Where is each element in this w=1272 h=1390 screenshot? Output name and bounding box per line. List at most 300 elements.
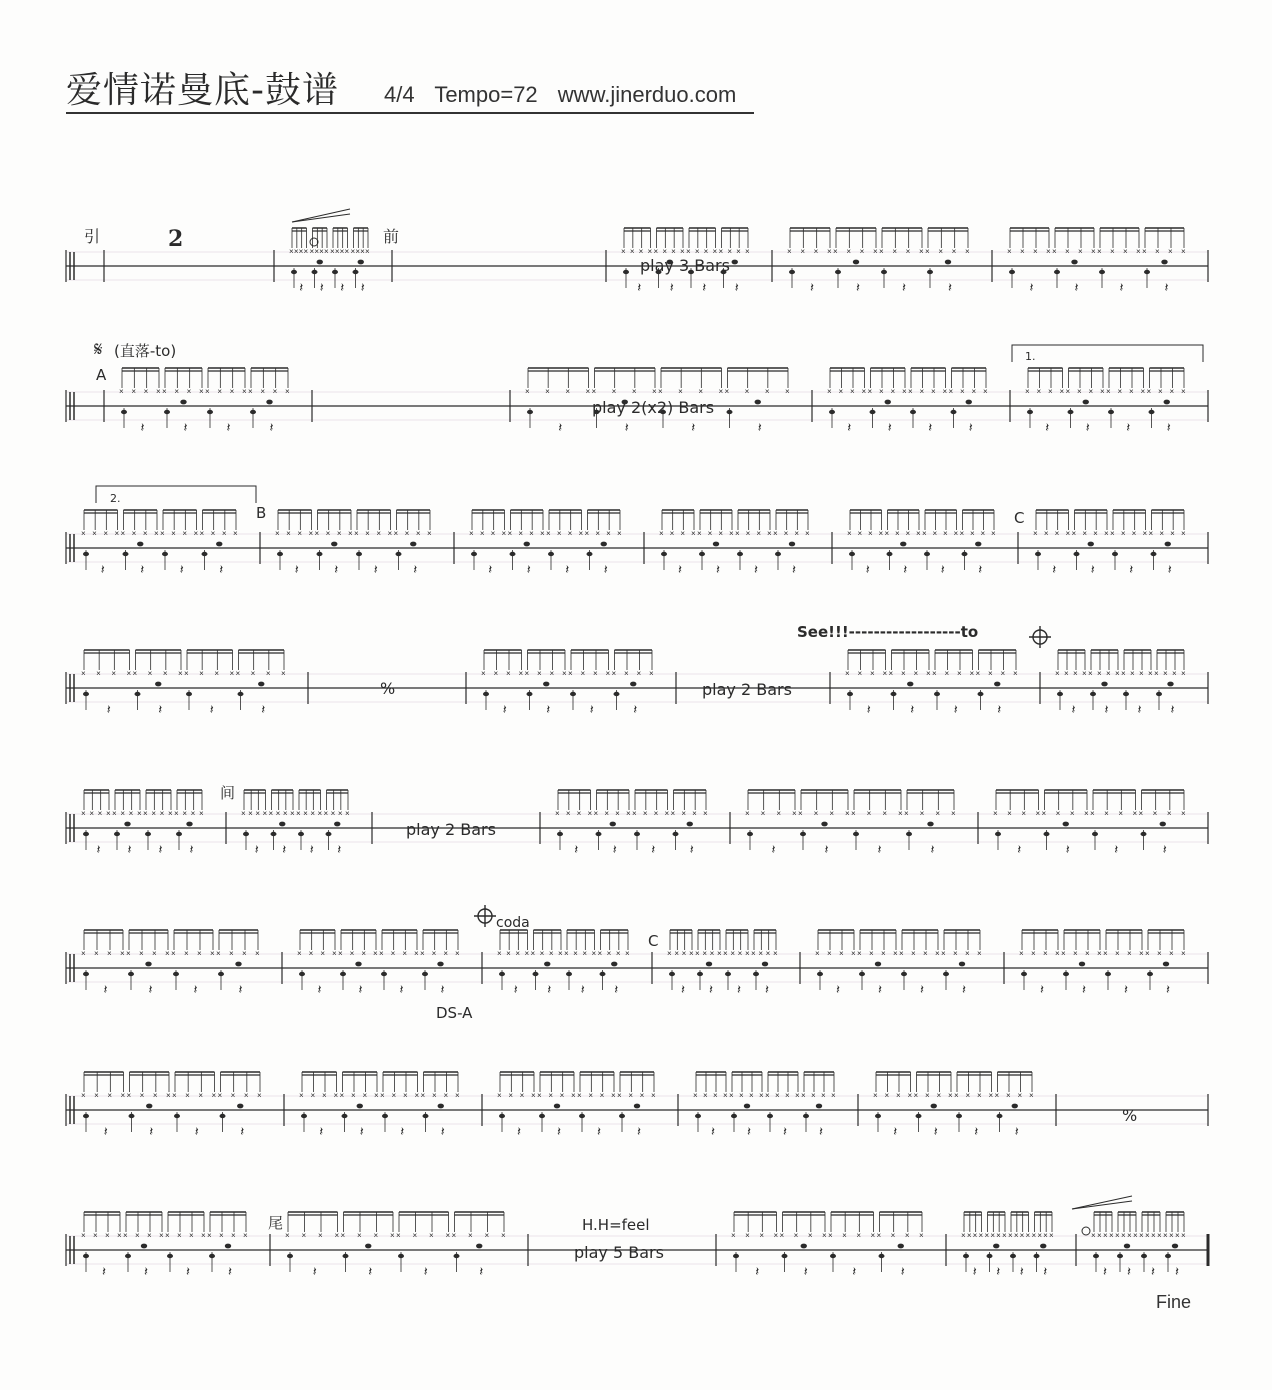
- hihat-note: ×: [902, 387, 907, 396]
- hihat-note: ×: [546, 529, 551, 538]
- hihat-note: ×: [1043, 1231, 1048, 1240]
- snare-note: [317, 260, 323, 265]
- hihat-note: ×: [166, 1091, 171, 1100]
- rest-mark: 𝄽: [1129, 563, 1134, 578]
- hihat-note: ×: [1029, 1091, 1034, 1100]
- rest-mark: 𝄽: [312, 1265, 317, 1280]
- hihat-note: ×: [199, 529, 205, 538]
- kick-note: [1123, 692, 1129, 696]
- kick-note: [916, 1114, 922, 1118]
- hihat-note: ×: [529, 529, 534, 538]
- kick-note: [803, 1114, 809, 1118]
- rest-mark: 𝄽: [479, 1265, 484, 1280]
- kick-note: [891, 692, 897, 696]
- hihat-note: ×: [724, 387, 730, 396]
- hihat-note: ×: [972, 1231, 978, 1240]
- hihat-note: ×: [390, 949, 396, 958]
- hihat-note: ×: [242, 387, 247, 396]
- rest-mark: 𝄽: [526, 563, 531, 578]
- play-bars-4: play 2 Bars: [406, 820, 496, 839]
- hihat-note: ×: [869, 949, 874, 958]
- hihat-note: ×: [847, 529, 852, 538]
- hihat-note: ×: [1110, 529, 1115, 538]
- rest-mark: 𝄽: [1052, 563, 1057, 578]
- rest-mark: 𝄽: [254, 843, 259, 858]
- hihat-note: ×: [1054, 529, 1060, 538]
- hihat-note: ×: [970, 529, 975, 538]
- kick-note: [301, 1114, 307, 1118]
- hihat-note: ×: [451, 1231, 457, 1240]
- rest-mark: 𝄽: [238, 983, 243, 998]
- hihat-note: ×: [591, 949, 597, 958]
- hihat-note: ×: [376, 529, 382, 538]
- hihat-note: ×: [942, 387, 948, 396]
- snare-note: [438, 1104, 444, 1109]
- hihat-note: ×: [1031, 949, 1036, 958]
- hihat-note: ×: [652, 387, 657, 396]
- kick-note: [987, 1254, 993, 1258]
- hihat-note: ×: [1123, 247, 1128, 256]
- hihat-note: ×: [953, 949, 958, 958]
- hihat-note: ×: [681, 809, 687, 818]
- hihat-note: ×: [131, 387, 137, 396]
- hihat-note: ×: [111, 669, 117, 678]
- kick-note: [423, 1114, 429, 1118]
- hihat-note: ×: [357, 1231, 362, 1240]
- hihat-note: ×: [1104, 809, 1109, 818]
- hihat-note: ×: [525, 387, 530, 396]
- hihat-note: ×: [879, 387, 884, 396]
- rest-mark: 𝄽: [1162, 843, 1167, 858]
- kick-note: [83, 832, 89, 836]
- hihat-note: ×: [289, 247, 294, 256]
- kick-note: [381, 972, 387, 976]
- hihat-note: ×: [730, 949, 736, 958]
- kick-note: [1099, 270, 1105, 274]
- snare-note: [610, 822, 616, 827]
- rest-mark: 𝄽: [144, 1265, 148, 1280]
- hihat-note: ×: [604, 809, 610, 818]
- hihat-note: ×: [615, 949, 621, 958]
- hihat-note: ×: [317, 809, 323, 818]
- hihat-note: ×: [1181, 1231, 1186, 1240]
- rest-mark: 𝄽: [488, 563, 493, 578]
- hihat-note: ×: [961, 1231, 966, 1240]
- hihat-note: ×: [298, 247, 304, 256]
- hihat-note: ×: [944, 669, 950, 678]
- hihat-note: ×: [1073, 949, 1078, 958]
- hihat-note: ×: [1120, 529, 1126, 538]
- kick-note: [1105, 972, 1111, 976]
- hihat-note: ×: [299, 1091, 304, 1100]
- hihat-note: ×: [214, 669, 220, 678]
- hihat-note: ×: [693, 1091, 698, 1100]
- hihat-note: ×: [332, 949, 337, 958]
- rest-mark: 𝄽: [1043, 1265, 1048, 1280]
- hihat-note: ×: [713, 1091, 718, 1100]
- hihat-note: ×: [813, 247, 819, 256]
- hihat-note: ×: [692, 809, 697, 818]
- hihat-note: ×: [1065, 529, 1071, 538]
- rest-mark: 𝄽: [337, 843, 342, 858]
- hihat-note: ×: [638, 247, 644, 256]
- rest-mark: 𝄽: [1082, 983, 1086, 998]
- hihat-note: ×: [662, 247, 668, 256]
- hihat-note: ×: [686, 247, 691, 256]
- kick-note: [1144, 270, 1150, 274]
- hihat-note: ×: [548, 1091, 554, 1100]
- hihat-note: ×: [856, 1231, 862, 1240]
- hihat-note: ×: [506, 949, 511, 958]
- hihat-note: ×: [481, 669, 486, 678]
- hihat-note: ×: [189, 1231, 194, 1240]
- hihat-note: ×: [285, 387, 290, 396]
- rest-mark: 𝄽: [148, 983, 153, 998]
- hihat-note: ×: [1151, 1231, 1156, 1240]
- hihat-note: ×: [576, 809, 582, 818]
- rest-mark: 𝄽: [1124, 983, 1128, 998]
- hihat-note: ×: [759, 1231, 765, 1240]
- hihat-note: ×: [695, 949, 700, 958]
- rest-mark: 𝄽: [847, 421, 852, 436]
- rest-mark: 𝄽: [689, 843, 694, 858]
- hihat-note: ×: [230, 1091, 236, 1100]
- section-b-label: B: [256, 504, 267, 522]
- hihat-note: ×: [829, 809, 835, 818]
- kick-note: [548, 552, 554, 556]
- hihat-note: ×: [792, 809, 797, 818]
- snare-note: [331, 542, 337, 547]
- hihat-note: ×: [168, 809, 173, 818]
- hihat-note: ×: [671, 247, 676, 256]
- rest-mark: 𝄽: [614, 983, 619, 998]
- snare-note: [789, 542, 795, 547]
- snare-note: [898, 1244, 904, 1249]
- kick-note: [695, 1114, 701, 1118]
- rest-mark: 𝄽: [1166, 983, 1170, 998]
- hihat-note: ×: [537, 669, 542, 678]
- kick-note: [849, 552, 855, 556]
- snare-note: [355, 962, 361, 967]
- kick-note: [250, 410, 256, 414]
- staff-systems: [66, 228, 1208, 1280]
- hihat-note: ×: [201, 1231, 206, 1240]
- interlude-label: 间: [220, 784, 236, 802]
- kick-note: [1035, 552, 1041, 556]
- hihat-note: ×: [1142, 247, 1147, 256]
- snare-note: [180, 400, 186, 405]
- hihat-note: ×: [558, 949, 563, 958]
- hihat-note: ×: [931, 387, 936, 396]
- hihat-note: ×: [296, 809, 301, 818]
- hihat-note: ×: [493, 669, 499, 678]
- hihat-note: ×: [845, 809, 850, 818]
- rest-mark: 𝄽: [691, 421, 696, 436]
- hihat-note: ×: [1175, 1231, 1180, 1240]
- hihat-note: ×: [241, 809, 246, 818]
- hihat-note: ×: [479, 529, 485, 538]
- hihat-note: ×: [171, 529, 176, 538]
- hihat-note: ×: [606, 949, 612, 958]
- snare-note: [266, 400, 272, 405]
- hihat-note: ×: [926, 669, 931, 678]
- hihat-note: ×: [257, 1091, 262, 1100]
- hihat-note: ×: [165, 949, 170, 958]
- kick-note: [499, 972, 505, 976]
- hihat-note: ×: [185, 1091, 190, 1100]
- hihat-note: ×: [821, 1091, 826, 1100]
- hihat-note: ×: [507, 529, 513, 538]
- hihat-note: ×: [199, 387, 204, 396]
- hihat-note: ×: [1007, 247, 1012, 256]
- hihat-note: ×: [184, 669, 189, 678]
- hihat-note: ×: [1145, 949, 1150, 958]
- kick-note: [875, 1114, 881, 1118]
- hihat-note: ×: [216, 949, 221, 958]
- rest-mark: 𝄽: [865, 563, 870, 578]
- hh-feel-label: H.H=feel: [582, 1216, 650, 1234]
- hihat-note: ×: [142, 529, 148, 538]
- hihat-note: ×: [1139, 949, 1144, 958]
- hihat-note: ×: [143, 809, 148, 818]
- hihat-note: ×: [798, 809, 803, 818]
- hihat-note: ×: [1043, 949, 1048, 958]
- snare-note: [801, 1244, 807, 1249]
- ds-label: DS-A: [436, 1004, 473, 1022]
- kick-note: [207, 410, 213, 414]
- hihat-note: ×: [135, 1231, 140, 1240]
- hihat-note: ×: [943, 529, 948, 538]
- hihat-note: ×: [322, 1091, 327, 1100]
- hihat-note: ×: [117, 1231, 122, 1240]
- hihat-note: ×: [680, 247, 685, 256]
- snare-note: [611, 962, 617, 967]
- repeat-sign-1: %: [380, 679, 396, 698]
- kick-note: [1092, 832, 1098, 836]
- hihat-note: ×: [1078, 247, 1083, 256]
- hihat-note: ×: [314, 529, 320, 538]
- kick-note: [533, 972, 539, 976]
- kick-note: [859, 972, 865, 976]
- hihat-note: ×: [105, 1231, 110, 1240]
- kick-note: [1165, 1254, 1171, 1258]
- hihat-note: ×: [455, 1091, 460, 1100]
- hihat-note: ×: [565, 387, 571, 396]
- kick-note: [829, 410, 835, 414]
- hihat-note: ×: [587, 809, 593, 818]
- hihat-note: ×: [727, 247, 733, 256]
- hihat-note: ×: [250, 669, 256, 678]
- hihat-note: ×: [404, 529, 410, 538]
- rest-mark: 𝄽: [1014, 1125, 1019, 1140]
- snare-note: [993, 1244, 999, 1249]
- hihat-note: ×: [1052, 247, 1057, 256]
- hihat-note: ×: [827, 949, 832, 958]
- hihat-note: ×: [749, 1091, 754, 1100]
- hihat-note: ×: [94, 1091, 99, 1100]
- rest-mark: 𝄽: [360, 281, 365, 296]
- hihat-note: ×: [745, 1231, 750, 1240]
- hihat-note: ×: [636, 669, 642, 678]
- hihat-note: ×: [387, 529, 393, 538]
- hihat-note: ×: [519, 1091, 525, 1100]
- rest-mark: 𝄽: [669, 281, 674, 296]
- rest-mark: 𝄽: [189, 843, 194, 858]
- hihat-note: ×: [132, 669, 138, 678]
- rest-mark: 𝄽: [765, 983, 769, 998]
- rest-mark: 𝄽: [920, 983, 924, 998]
- rest-mark: 𝄽: [887, 421, 892, 436]
- hihat-note: ×: [107, 1091, 113, 1100]
- hihat-note: ×: [1172, 669, 1177, 678]
- hihat-note: ×: [1082, 669, 1087, 678]
- hihat-note: ×: [455, 949, 460, 958]
- rest-mark: 𝄽: [962, 983, 966, 998]
- hihat-note: ×: [983, 387, 988, 396]
- hihat-note: ×: [764, 387, 770, 396]
- hihat-note: ×: [501, 529, 507, 538]
- rest-mark: 𝄽: [282, 843, 287, 858]
- hihat-note: ×: [415, 529, 421, 538]
- hihat-note: ×: [1049, 1231, 1054, 1240]
- hihat-note: ×: [497, 1091, 502, 1100]
- hihat-note: ×: [120, 809, 126, 818]
- hihat-note: ×: [159, 1231, 164, 1240]
- kick-note: [775, 552, 781, 556]
- hihat-note: ×: [379, 949, 384, 958]
- rest-mark: 𝄽: [1085, 421, 1090, 436]
- rest-mark: 𝄽: [1074, 281, 1079, 296]
- kick-note: [340, 972, 346, 976]
- hihat-note: ×: [1169, 387, 1175, 396]
- hihat-note: ×: [913, 1091, 919, 1100]
- hihat-note: ×: [320, 949, 326, 958]
- hihat-note: ×: [859, 247, 865, 256]
- kick-note: [1010, 1254, 1016, 1258]
- rest-mark: 𝄽: [103, 1125, 108, 1140]
- hihat-note: ×: [548, 949, 554, 958]
- kick-note: [114, 832, 120, 836]
- rest-mark: 𝄽: [1119, 281, 1124, 296]
- kick-note: [731, 1114, 737, 1118]
- hihat-note: ×: [1110, 247, 1115, 256]
- hihat-note: ×: [1035, 809, 1041, 818]
- kick-note: [1141, 832, 1147, 836]
- hihat-note: ×: [1115, 669, 1120, 678]
- kick-note: [1068, 410, 1074, 414]
- kick-note: [1141, 1254, 1147, 1258]
- hihat-note: ×: [97, 809, 103, 818]
- kick-note: [587, 552, 593, 556]
- hihat-note: ×: [948, 387, 954, 396]
- rest-mark: 𝄽: [681, 983, 685, 998]
- hihat-note: ×: [1033, 247, 1038, 256]
- hihat-note: ×: [303, 809, 308, 818]
- rest-mark: 𝄽: [1040, 983, 1044, 998]
- hihat-note: ×: [81, 669, 86, 678]
- rest-mark: 𝄽: [996, 1265, 1001, 1280]
- hihat-note: ×: [649, 669, 654, 678]
- hihat-note: ×: [1121, 669, 1126, 678]
- hihat-note: ×: [81, 1091, 86, 1100]
- hihat-note: ×: [1025, 1231, 1031, 1240]
- hihat-note: ×: [631, 387, 637, 396]
- rest-mark: 𝄽: [183, 421, 188, 436]
- hihat-note: ×: [330, 247, 335, 256]
- hihat-note: ×: [878, 529, 884, 538]
- hihat-note: ×: [1181, 387, 1186, 396]
- hihat-note: ×: [431, 949, 437, 958]
- hihat-note: ×: [160, 529, 165, 538]
- hihat-note: ×: [243, 1231, 248, 1240]
- rest-mark: 𝄽: [1071, 703, 1076, 718]
- hihat-note: ×: [119, 387, 124, 396]
- hihat-note: ×: [851, 809, 856, 818]
- hihat-note: ×: [81, 1231, 86, 1240]
- kick-note: [697, 972, 703, 976]
- snare-note: [235, 962, 241, 967]
- rest-mark: 𝄽: [158, 703, 163, 718]
- snare-note: [927, 822, 933, 827]
- kick-note: [382, 1114, 388, 1118]
- hihat-note: ×: [308, 949, 314, 958]
- rest-mark: 𝄽: [179, 563, 184, 578]
- hihat-note: ×: [1163, 669, 1168, 678]
- hihat-note: ×: [678, 387, 683, 396]
- repeat-sign-2: %: [1122, 1106, 1138, 1125]
- hihat-note: ×: [1168, 247, 1173, 256]
- rest-mark: 𝄽: [930, 843, 935, 858]
- hihat-note: ×: [895, 529, 900, 538]
- volta-2-label: 2.: [110, 492, 121, 505]
- hihat-note: ×: [120, 1091, 126, 1100]
- hihat-note: ×: [911, 949, 916, 958]
- hihat-note: ×: [373, 1231, 379, 1240]
- hihat-note: ×: [506, 669, 511, 678]
- hihat-note: ×: [1043, 529, 1049, 538]
- hihat-note: ×: [139, 1091, 145, 1100]
- hihat-note: ×: [1170, 529, 1175, 538]
- hihat-note: ×: [564, 949, 569, 958]
- hihat-note: ×: [723, 1091, 728, 1100]
- kick-note: [747, 832, 753, 836]
- rest-mark: 𝄽: [340, 281, 345, 296]
- kick-note: [619, 1114, 625, 1118]
- kick-note: [767, 1114, 773, 1118]
- hihat-note: ×: [582, 949, 588, 958]
- hihat-note: ×: [1046, 247, 1051, 256]
- snare-note: [145, 962, 151, 967]
- rest-mark: 𝄽: [1170, 703, 1175, 718]
- snare-note: [1079, 962, 1085, 967]
- snare-note: [907, 682, 913, 687]
- hihat-note: ×: [729, 1091, 734, 1100]
- hihat-note: ×: [324, 247, 329, 256]
- website-text: www.jinerduo.com: [557, 82, 737, 107]
- hihat-note: ×: [393, 529, 399, 538]
- hihat-note: ×: [898, 809, 903, 818]
- rest-mark: 𝄽: [106, 703, 111, 718]
- hihat-note: ×: [545, 387, 550, 396]
- hihat-note: ×: [605, 669, 611, 678]
- hihat-note: ×: [1104, 529, 1109, 538]
- kick-note: [881, 270, 887, 274]
- hihat-note: ×: [580, 669, 586, 678]
- rest-mark: 𝄽: [140, 421, 145, 436]
- hihat-note: ×: [1097, 949, 1102, 958]
- kick-note: [1093, 1254, 1099, 1258]
- hihat-note: ×: [977, 1091, 982, 1100]
